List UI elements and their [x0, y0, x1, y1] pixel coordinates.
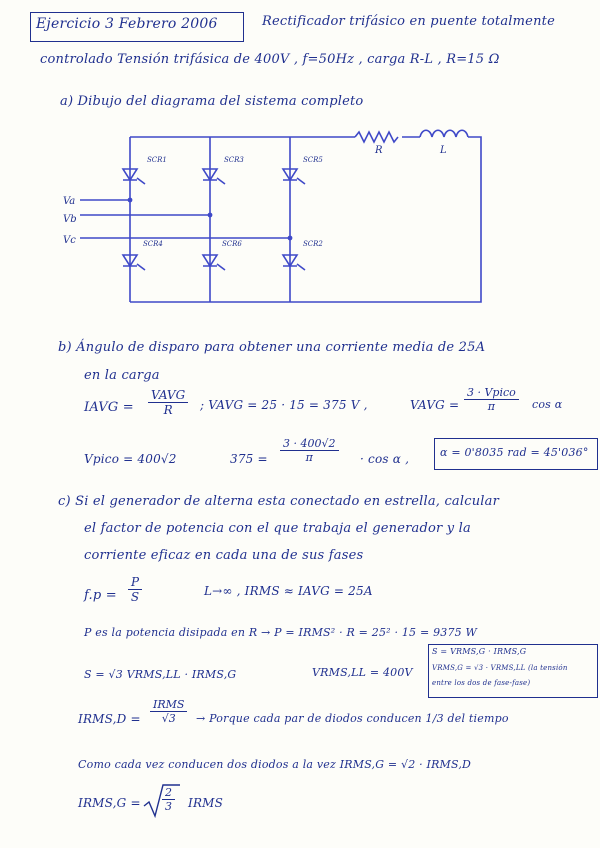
part-c-line-1: c) Si el generador de alterna esta conectado en estrella, calcular: [58, 494, 500, 509]
note-line-2: VRMS,G = √3 · VRMS,LL (la tensión: [432, 664, 568, 672]
v-avg-denominator: π: [487, 400, 495, 413]
part-b-heading-1: b) Ángulo de disparo para obtener una corriente media de 25A: [58, 340, 486, 355]
irms-d-numerator: IRMS: [150, 698, 187, 712]
scr1-label: SCR1: [147, 156, 167, 164]
inductor-label: L: [440, 145, 447, 156]
part-c-line-2: el factor de potencia con el que trabaja el generador y la: [84, 521, 471, 536]
eq375-cos: · cos α ,: [360, 452, 410, 466]
fp-lhs: f.p =: [84, 588, 117, 603]
scr2-label: SCR2: [303, 240, 323, 248]
phase-a-label: Va: [63, 196, 76, 207]
irms-g-tail: IRMS: [188, 796, 224, 810]
irms-g-numerator: 2: [162, 786, 175, 800]
apparent-power-text: S = √3 VRMS,LL · IRMS,G: [84, 668, 237, 681]
scr4-label: SCR4: [143, 240, 163, 248]
note-line-3: entre los dos de fase-fase): [432, 679, 531, 687]
eq375-lhs: 375 =: [230, 452, 268, 466]
irms-g-lhs: IRMS,G =: [78, 796, 141, 810]
fp-denominator: S: [130, 590, 140, 604]
v-avg-lhs: VAVG =: [410, 398, 460, 412]
i-avg-numerator: VAVG: [148, 388, 188, 403]
fp-numerator: P: [128, 575, 142, 590]
eq375-denominator: π: [305, 451, 313, 464]
part-c-line-3: corriente eficaz en cada una de sus fases: [84, 548, 364, 563]
phase-b-label: Vb: [63, 214, 77, 225]
irms-d-explanation: → Porque cada par de diodos conducen 1/3 del tiempo: [196, 712, 509, 725]
v-avg-cos: cos α: [532, 398, 563, 411]
part-a-heading: a) Dibujo del diagrama del sistema completo: [60, 94, 364, 109]
vll-text: VRMS,LL = 400V: [312, 666, 413, 679]
statement-line-2: controlado Tensión trifásica de 400V , f=50Hz , carga R-L , R=15 Ω: [40, 52, 500, 67]
irms-d-fraction: [150, 698, 187, 725]
como-text: Como cada vez conducen dos diodos a la vez IRMS,G = √2 · IRMS,D: [78, 758, 472, 771]
irms-d-denominator: √3: [161, 712, 176, 725]
statement-line-1: Rectificador trifásico en puente totalmente: [262, 14, 555, 29]
i-avg-lhs: IAVG =: [84, 400, 134, 415]
note-line-1: S = VRMS,G · IRMS,G: [432, 647, 527, 656]
i-avg-denominator: R: [163, 403, 173, 417]
irms-d-lhs: IRMS,D =: [78, 712, 141, 726]
scr6-label: SCR6: [222, 240, 242, 248]
limit-text: L→∞ , IRMS ≈ IAVG = 25A: [204, 584, 373, 598]
v-avg-fraction: [464, 386, 519, 413]
v-avg-calculation: ; VAVG = 25 · 15 = 375 V ,: [200, 398, 368, 412]
power-text: P es la potencia disipada en R → P = IRMS² · R = 25² · 15 = 9375 W: [84, 626, 478, 639]
scr3-label: SCR3: [224, 156, 244, 164]
scr5-label: SCR5: [303, 156, 323, 164]
resistor-label: R: [375, 145, 383, 156]
eq375-fraction: [280, 437, 339, 464]
exercise-title: Ejercicio 3 Febrero 2006: [36, 16, 218, 32]
i-avg-fraction: [148, 388, 188, 417]
part-b-heading-2: en la carga: [84, 368, 160, 383]
vpico-equation: Vpico = 400√2: [84, 452, 177, 466]
irms-g-denominator: 3: [165, 800, 172, 813]
eq375-numerator: 3 · 400√2: [280, 437, 339, 451]
irms-g-fraction: [162, 786, 175, 813]
v-avg-numerator: 3 · Vpico: [464, 386, 519, 400]
fp-fraction: [128, 575, 142, 604]
phase-c-label: Vc: [63, 235, 76, 246]
alpha-result: α = 0'8035 rad = 45'036°: [440, 446, 589, 459]
